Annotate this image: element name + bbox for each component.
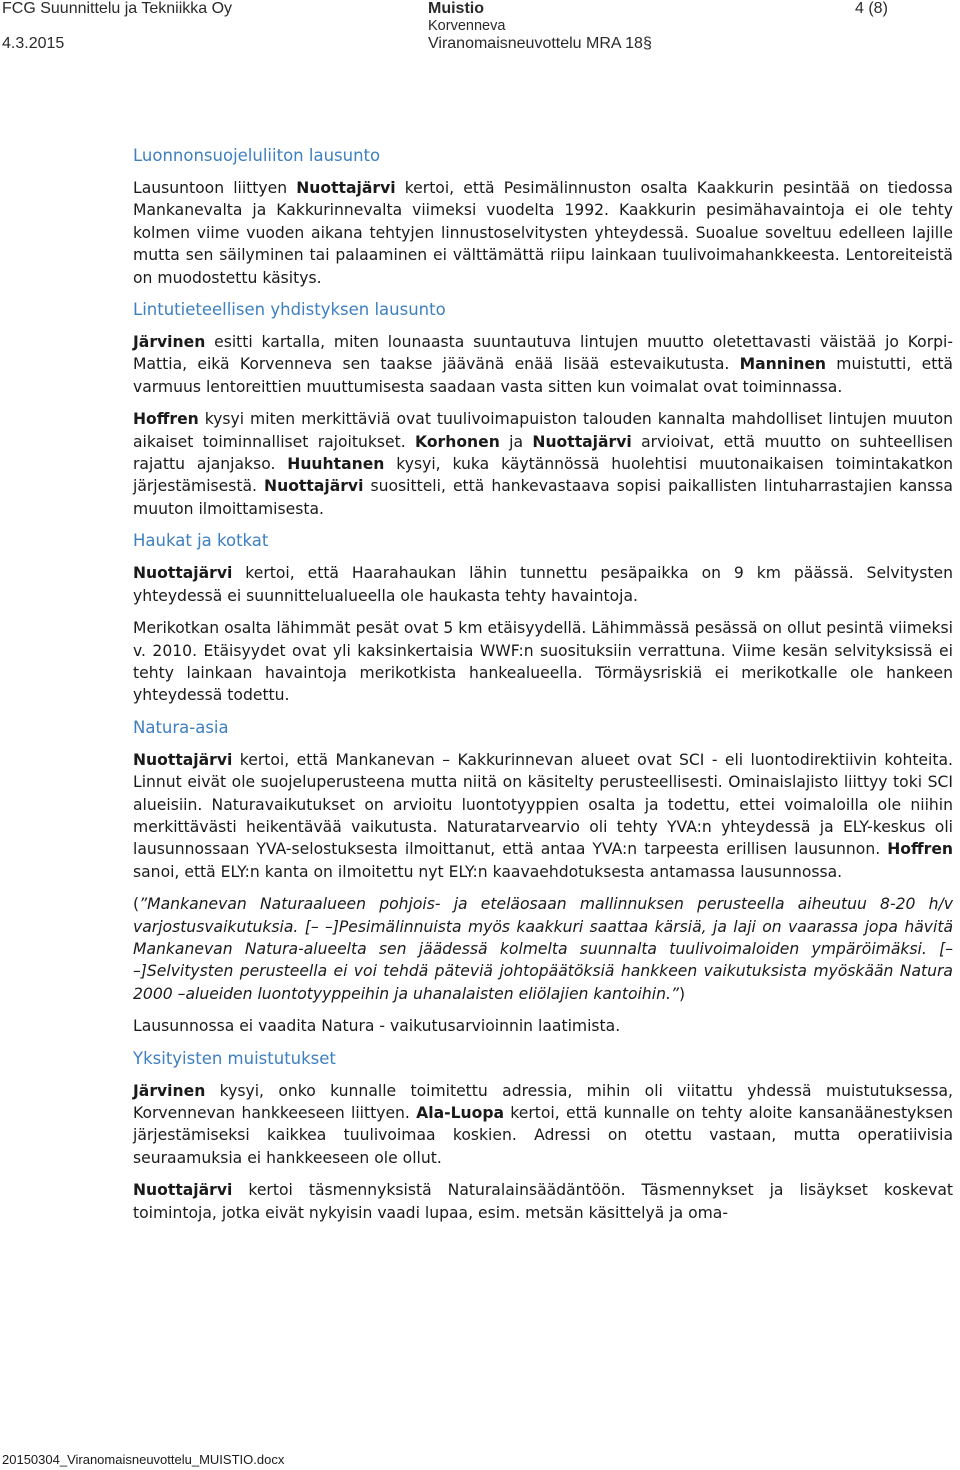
text-run: Lausuntoon liittyen [133,179,297,197]
file-name: 20150304_Viranomaisneuvottelu_MUISTIO.docx [2,1452,285,1467]
text-run: suositteli, että hankevastaava sopisi paikallisten lintuharrastajien kanssa muuton ilmoittamisesta. [133,477,953,518]
project-name: Korvenneva [428,18,506,34]
speaker-name: Nuottajärvi [296,179,396,197]
paragraph [133,331,953,398]
speaker-name: Nuottajärvi [532,432,632,451]
text-run: esitti kartalla, miten lounaasta suuntautuva lintujen muutto oletettavasti väistää jo Korpi-Mattia, eikä Korvenneva sen taakse jäävänä enää lisää estevaikutusta. [133,333,953,374]
speaker-name: Järvinen [133,1081,206,1100]
speaker-name: Nuottajärvi [133,750,233,769]
text-run: Lausunnossa ei vaadita Natura - vaikutusarvioinnin laatimista. [133,1017,621,1036]
text-run: kertoi, että Haarahaukan lähin tunnettu pesäpaikka on 9 km päässä. Selvitysten yhteydessä ei suunnittelualueella ole haukasta tehty havaintoja. [133,564,953,605]
meeting-title: Viranomaisneuvottelu MRA 18§ [428,35,652,52]
paragraph [133,1179,953,1224]
speaker-name: Hoffren [887,840,953,859]
text-run: kertoi täsmennyksistä Naturalainsäädäntöön. Täsmennykset ja lisäykset koskevat toimintoja, jotka eivät nykyisin vaadi lupaa, esim. metsän käsittelyä ja oma- [133,1181,953,1222]
paragraph [133,562,953,607]
speaker-name: Nuottajärvi [264,477,364,496]
text-run: kysyi, kuka käytännössä huolehtisi muutonaikaisen toimintakatkon järjestämisestä. [133,455,953,496]
speaker-name: Ala-Luopa [416,1104,505,1122]
paragraph [133,1080,953,1170]
paragraph [133,749,953,883]
speaker-name: Manninen [739,355,827,374]
paragraph [133,1015,953,1037]
speaker-name: Huuhtanen [287,455,385,474]
text-run: kysyi miten merkittäviä ovat tuulivoimapuiston talouden kannalta mahdolliset lintujen muuton aikaiset toiminnalliset rajoitukset. [133,410,953,451]
text-run: Merikotkan osalta lähimmät pesät ovat 5 km etäisyydellä. Lähimmässä pesässä on ollut pesintä viimeksi v. 2010. Etäisyydet ovat yli kaksinkertaisia WWF:n suosituksiin verrattuna. Viime kesän selvityksissä ei tehty lainkaan havaintoja merikotkista hankealueella. Törmäysriskiä ei merikotkalle ole hankeen yhteydessä todettu. [133,619,953,705]
document-type: Muistio [428,0,484,17]
section-heading: Lintutieteellisen yhdistyksen lausunto [133,300,446,320]
speaker-name: Nuottajärvi [133,564,233,583]
section-heading: Yksityisten muistutukset [133,1048,336,1068]
text-run: ) [679,984,686,1003]
speaker-name: Hoffren [133,410,199,429]
text-run: kysyi, onko kunnalle toimitettu adressia, mihin oli viitattu yhdessä muistutuksessa, Korvennevan hankkeeseen liittyen. [133,1081,953,1122]
page-number: 4 (8) [855,0,888,17]
section-heading: Haukat ja kotkat [133,531,269,551]
text-run: kertoi, että Pesimälinnuston osalta Kaakkurin pesintää on tiedossa Mankanevalta ja Kakkurinnevalta viimeksi vuodelta 1992. Kaakkurin pesimähavaintoja ei ole tehty kolmen viime vuoden aikana tehtyjen linnustoselvitysten yhteydessä. Suoalue soveltuu edelleen lajille mutta sen säilyminen tai palaaminen ei välttämättä riipu lainkaan tuulivoimahankkeesta. Lentoreiteistä on muodostettu käsitys. [133,179,953,287]
paragraph [133,408,953,520]
paragraph [133,177,953,289]
document-date: 4.3.2015 [2,35,65,52]
text-run: kertoi, että kunnalle on tehty aloite kansanäänestyksen järjestämiseksi kaikkea tuulivoimaa koskien. Adressi on otettu vastaan, mutta operatiivisia seuraamuksia ei hankkeeseen ole ollut. [133,1104,953,1167]
text-run: sanoi, että ELY:n kanta on ilmoitettu nyt ELY:n kaavaehdotuksesta antamassa lausunnossa. [133,862,843,881]
speaker-name: Nuottajärvi [133,1181,233,1200]
document-body [133,145,953,1234]
section-heading: Luonnonsuojeluliiton lausunto [133,146,381,165]
text-run: muistutti, että varmuus lentoreittien muuttumisesta saadaan vasta sitten kun voimalat ovat toiminnassa. [133,355,953,396]
company-name: FCG Suunnittelu ja Tekniikka Oy [2,0,233,17]
text-run: arvioivat, että muutto on suhteellisen rajattu ajanjakso. [133,432,953,474]
speaker-name: Järvinen [133,333,206,352]
text-run: ( [133,895,140,914]
speaker-name: Korhonen [415,432,500,451]
paragraph [133,893,953,1005]
text-run: ja [499,432,533,451]
section-heading: Natura-asia [133,717,229,737]
quoted-text: ”Mankanevan Naturaalueen pohjois- ja eteläosaan mallinnuksen perusteella aiheutuu 8-20 h/v varjostusvaikutuksia. [– –]Pesimälinnuista myös kaakkuri saattaa kärsiä, ja laji on vaarassa jopa hävitä Mankanevan Natura-alueelta sen jäädessä kolmelta suunnalta tuulivoimaloiden ympäröimäksi. [– –]Selvitysten perusteella ei voi tehdä päteviä johtopäätöksiä hankkeen vaikutuksista myöskään Natura 2000 –alueiden luontotyyppeihin ja uhanalaisten eliölajien kantoihin.” [133,895,953,1003]
paragraph [133,617,953,707]
text-run: kertoi, että Mankanevan – Kakkurinnevan alueet ovat SCI - eli luontodirektiivin kohteita. Linnut eivät ole suojeluperusteena mutta niitä on käsitelty perusteellisesti. Ominaislajisto liittyy toki SCI alueisiin. Naturavaikutukset on arvioitu luontotyyppien osalta ja todettu, ettei voimaloilla ole niihin merkittävästi heikentävää vaikutusta. Naturatarvearvio oli tehty YVA:n yhteydessä ja ELY-keskus oli lausunnossaan YVA-selostuksesta ilmoittanut, että antaa YVA:n tarpeesta erillisen lausunnon. [133,750,953,859]
